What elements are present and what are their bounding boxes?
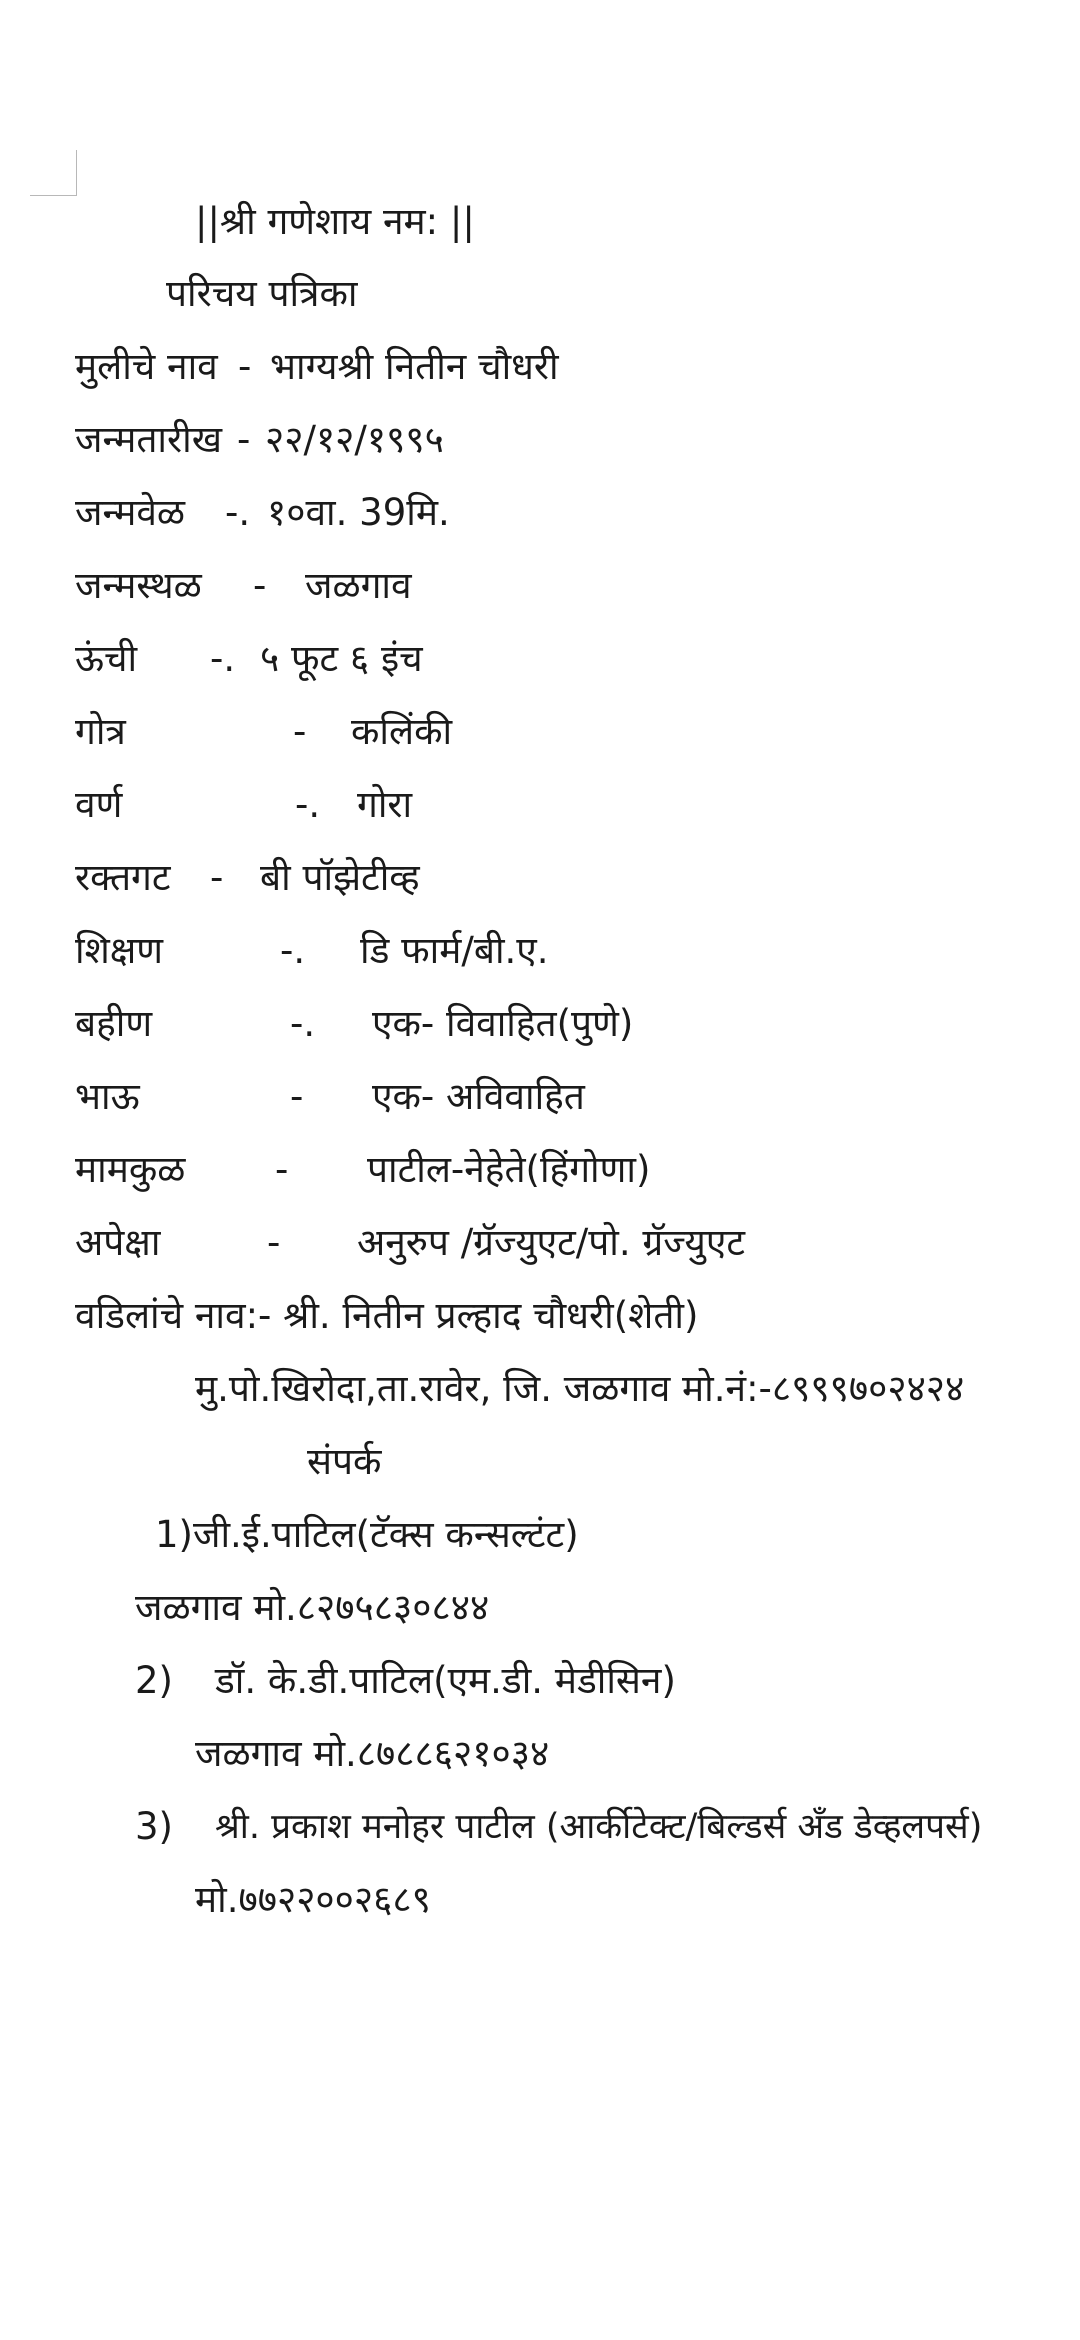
- contacts-heading: संपर्क: [307, 1440, 382, 1483]
- detail-separator: -.: [280, 929, 306, 972]
- contact-detail-3: मो.७७२२००२६८९: [195, 1878, 431, 1921]
- detail-separator: -.: [225, 491, 251, 534]
- detail-value: डि फार्म/बी.ए.: [360, 929, 549, 972]
- invocation-line: ||श्री गणेशाय नम: ||: [195, 200, 475, 243]
- contact-item-3-name: श्री. प्रकाश मनोहर पाटील (आर्कीटेक्ट/बिल्डर्स अँड डेव्हलपर्स): [215, 1807, 983, 1847]
- detail-value: जळगाव: [305, 564, 412, 607]
- detail-label: मामकुळ: [75, 1148, 186, 1191]
- detail-row-maternal-family: [75, 1145, 1075, 1195]
- detail-row-birth-time: [75, 488, 1075, 538]
- detail-separator: -: [210, 856, 224, 899]
- detail-label: वर्ण: [75, 783, 123, 826]
- contact-detail-1: जळगाव मो.८२७५८३०८४४: [135, 1586, 490, 1629]
- contact-item-1: [155, 1510, 579, 1560]
- contact-detail-2: जळगाव मो.८७८८६२१०३४: [195, 1732, 550, 1775]
- contact-number: 1): [155, 1513, 193, 1556]
- detail-separator: -: [253, 564, 267, 607]
- detail-value: अनुरुप /ग्रॅज्युएट/पो. ग्रॅज्युएट: [357, 1221, 745, 1264]
- detail-label: भाऊ: [75, 1075, 140, 1118]
- detail-separator: -: [290, 1075, 304, 1118]
- detail-label: अपेक्षा: [75, 1221, 161, 1264]
- detail-separator: -: [238, 345, 252, 388]
- detail-label: रक्तगट: [75, 856, 171, 899]
- detail-separator: -.: [290, 1002, 316, 1045]
- detail-row-expectation: [75, 1218, 1075, 1268]
- detail-separator: -: [293, 710, 307, 753]
- detail-separator: -: [275, 1148, 289, 1191]
- detail-row-height: [75, 634, 1075, 684]
- detail-row-sister: [75, 999, 1075, 1049]
- page-corner-mark: [30, 150, 77, 196]
- detail-value: पाटील-नेहेते(हिंगोणा): [367, 1148, 651, 1191]
- detail-label: जन्मस्थळ: [75, 564, 202, 607]
- detail-row-gotra: [75, 707, 1075, 757]
- detail-value: २२/१२/१९९५: [265, 418, 444, 461]
- detail-value: कलिंकी: [351, 710, 453, 753]
- detail-row-education: [75, 926, 1075, 976]
- detail-label: शिक्षण: [75, 929, 164, 972]
- father-address-line: मु.पो.खिरोदा,ता.रावेर, जि. जळगाव मो.नं:-८९९९७०२४२४: [195, 1367, 965, 1410]
- document-title: परिचय पत्रिका: [166, 272, 358, 315]
- detail-value: १०वा. 39मि.: [267, 491, 450, 534]
- detail-label: ऊंची: [75, 637, 138, 680]
- detail-separator: -.: [210, 637, 236, 680]
- detail-value: एक- अविवाहित: [372, 1075, 585, 1118]
- detail-value: भाग्यश्री नितीन चौधरी: [270, 345, 559, 388]
- detail-row-dob: [75, 415, 1075, 465]
- contact-name: जी.ई.पाटिल(टॅक्स कन्सल्टंट): [192, 1513, 579, 1556]
- contact-item-2-number: 2): [135, 1659, 173, 1702]
- detail-separator: -.: [295, 783, 321, 826]
- detail-label: जन्मवेळ: [75, 491, 186, 534]
- detail-label: बहीण: [75, 1002, 153, 1045]
- detail-separator: -: [267, 1221, 281, 1264]
- detail-label: मुलीचे नाव: [75, 345, 218, 388]
- detail-separator: -: [237, 418, 251, 461]
- detail-label: गोत्र: [75, 710, 126, 753]
- detail-value: बी पॉझेटीव्ह: [260, 856, 420, 899]
- detail-row-blood-group: [75, 853, 1075, 903]
- detail-value: गोरा: [357, 783, 413, 826]
- contact-item-2-name: डॉ. के.डी.पाटिल(एम.डी. मेडीसिन): [215, 1659, 676, 1702]
- father-name-line: वडिलांचे नाव:- श्री. नितीन प्रल्हाद चौधरी(शेती): [75, 1294, 699, 1337]
- detail-label: जन्मतारीख: [75, 418, 223, 461]
- detail-row-brother: [75, 1072, 1075, 1122]
- detail-value: एक- विवाहित(पुणे): [372, 1002, 634, 1045]
- detail-value: ५ फूट ६ इंच: [260, 637, 423, 680]
- detail-row-name: [75, 342, 1075, 392]
- detail-row-complexion: [75, 780, 1075, 830]
- contact-item-3-number: 3): [135, 1805, 173, 1848]
- detail-row-birth-place: [75, 561, 1075, 611]
